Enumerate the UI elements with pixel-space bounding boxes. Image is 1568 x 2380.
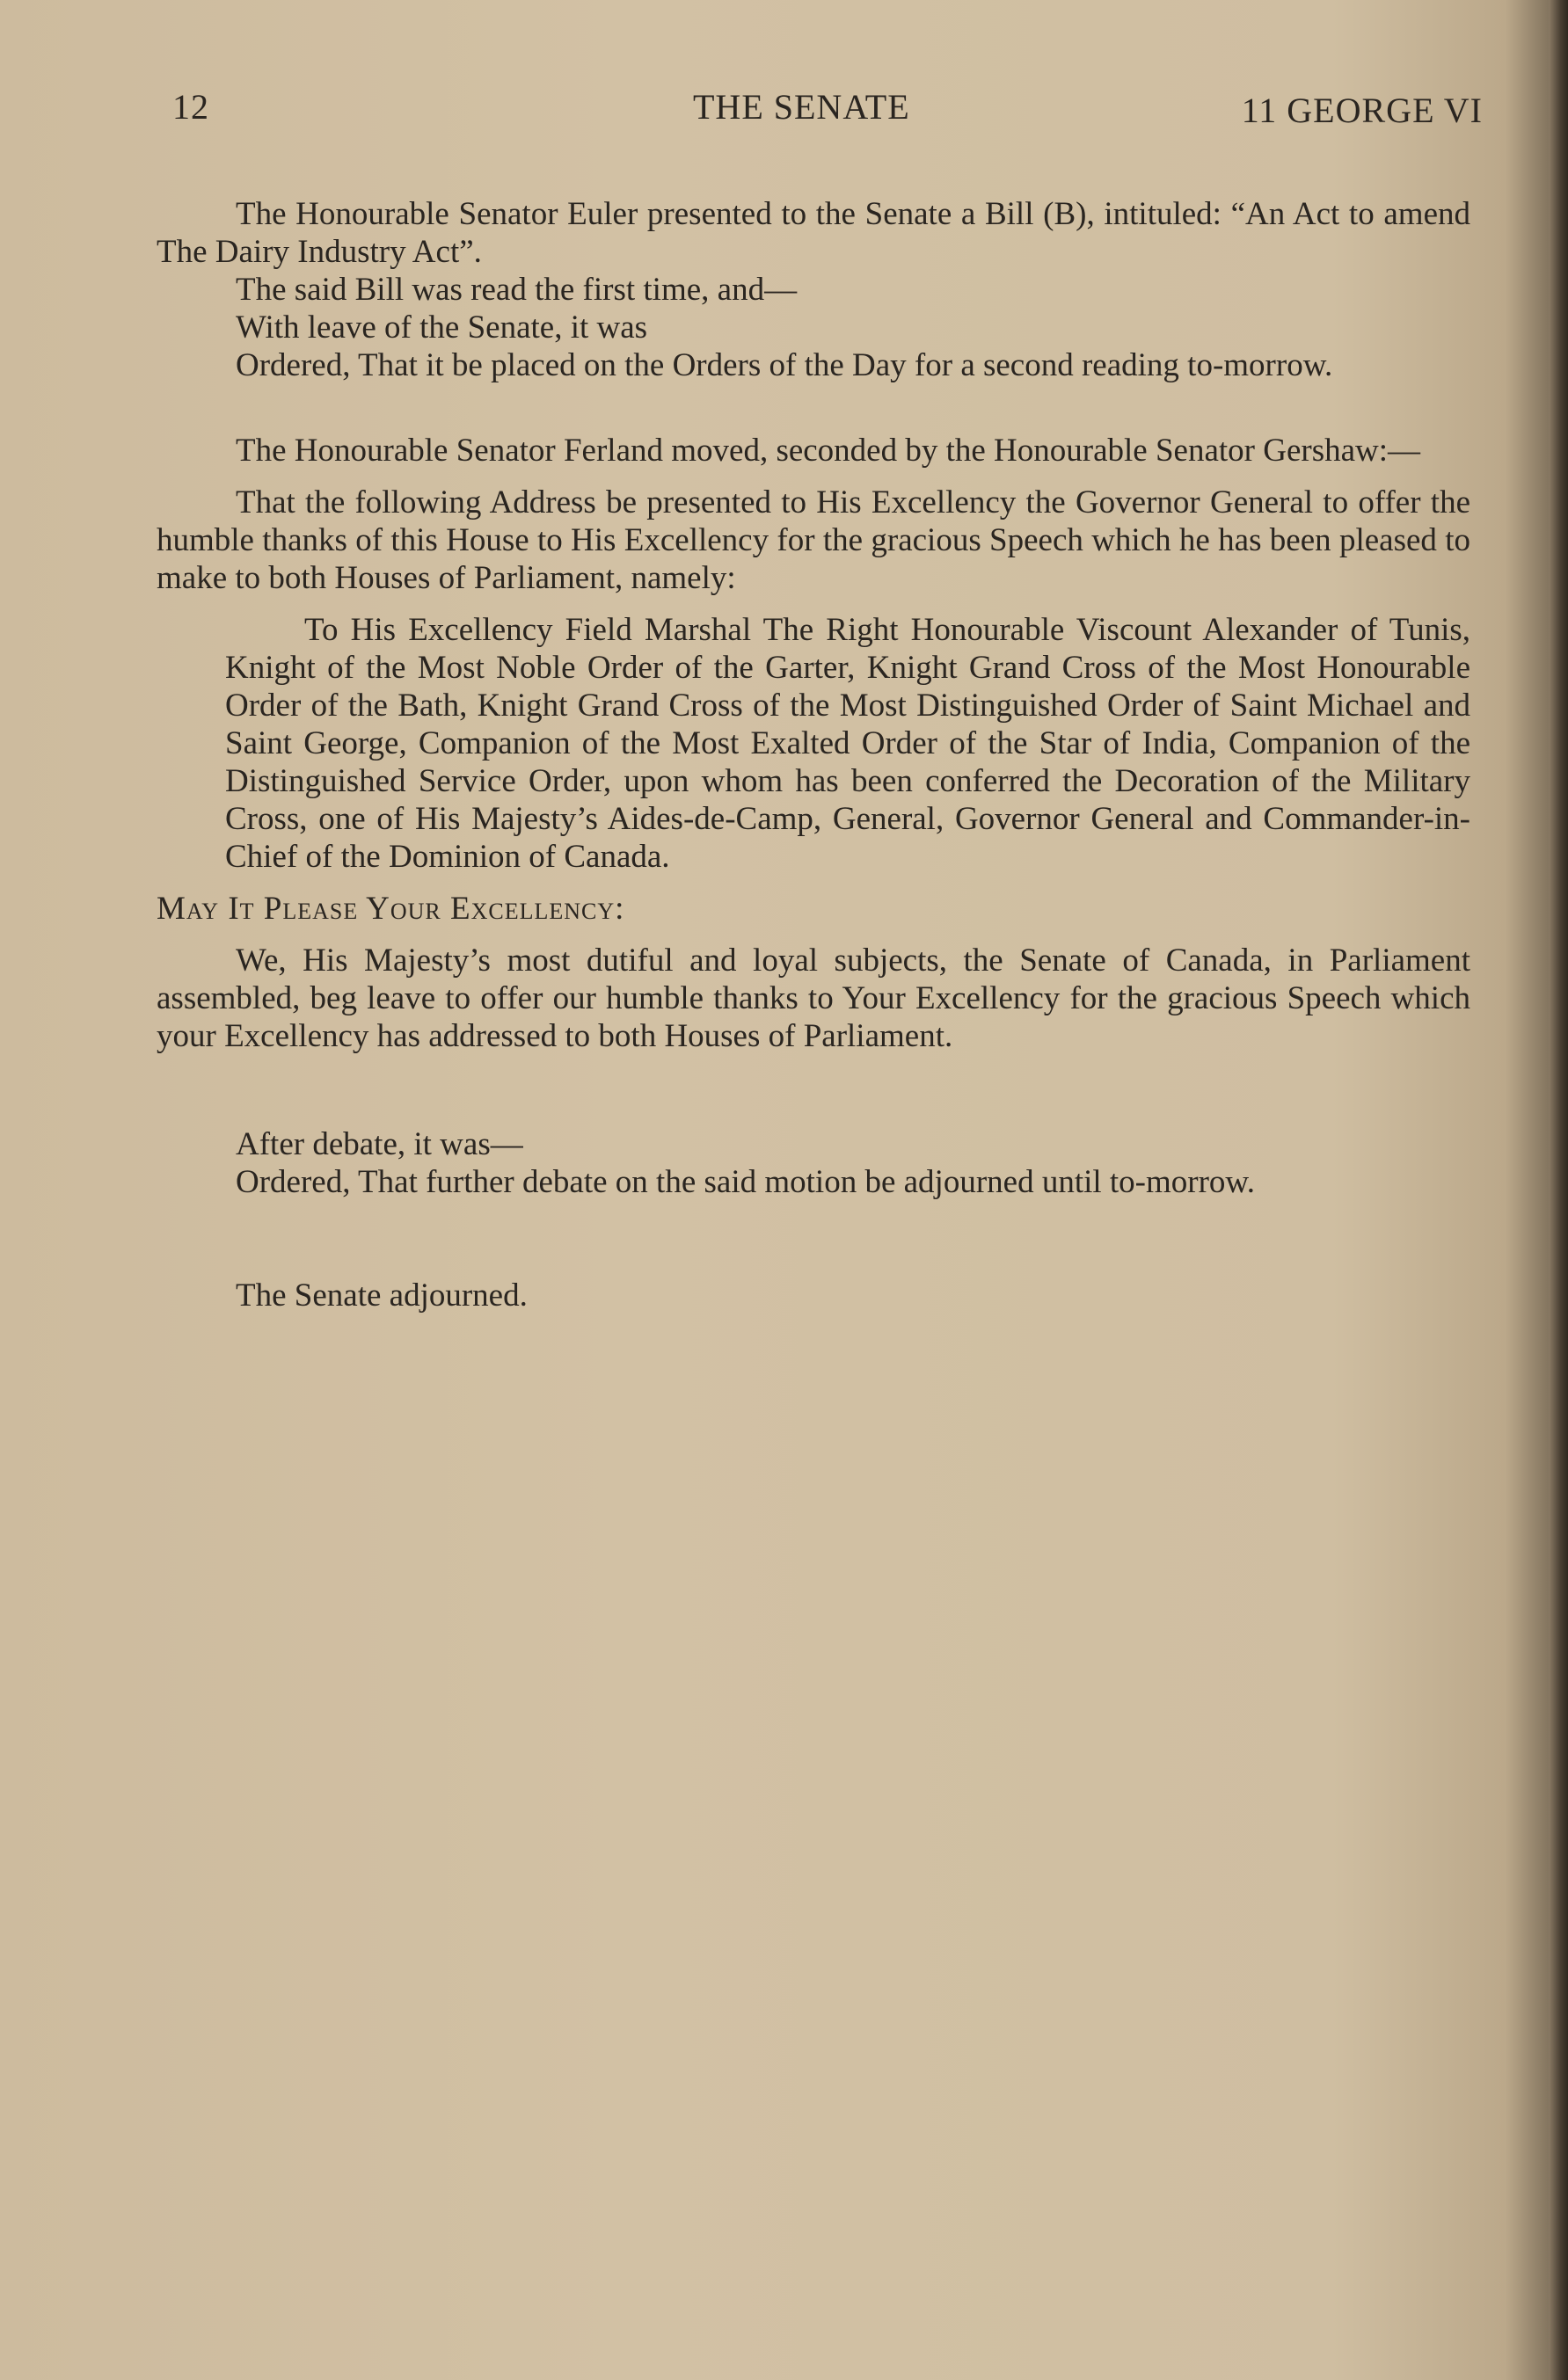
paragraph-senate-adjourned: The Senate adjourned. xyxy=(236,1277,528,1314)
page-edge xyxy=(1549,0,1568,2380)
paragraph-first-reading: The said Bill was read the first time, and— xyxy=(236,272,798,308)
paragraph-ordered-adjourn-debate: Ordered, That further debate on the said motion be adjourned until to-morrow. xyxy=(236,1164,1255,1200)
running-header xyxy=(172,86,1483,139)
paragraph-after-debate: After debate, it was— xyxy=(236,1126,523,1162)
paragraph-address-intro: That the following Address be presented to His Excellency the Governor General to offer the humble thanks of this House to His Excellency for the gracious Speech which he has been pleased to make to both Houses of Parliament, namely: xyxy=(157,484,1470,596)
spacer xyxy=(157,1201,1470,1277)
spacer xyxy=(157,469,1470,484)
spacer xyxy=(157,1055,1470,1125)
paragraph-salutation: May It Please Your Excellency: xyxy=(157,891,625,927)
paragraph-ordered-second-reading: Ordered, That it be placed on the Orders of the Day for a second reading to-morrow. xyxy=(236,347,1333,383)
spacer xyxy=(157,384,1470,432)
paragraph-address-to: To His Excellency Field Marshal The Right Honourable Viscount Alexander of Tunis, Knight of the Most Noble Order of the Garter, Knight Grand Cross of the Most Honourable Order of the Bath, Knight Grand Cross of the Most Distinguished Order of Saint Michael and Saint George, Companion of the Most Exalted Order of the Star of India, Companion of the Distinguished Service Order, upon whom has been conferred the Decoration of the Military Cross, one of His Majesty’s Aides-de-Camp, General, Governor General and Commander-in-Chief of the Dominion of Canada. xyxy=(225,612,1470,875)
page-number: 12 xyxy=(172,87,209,127)
header-title: THE SENATE xyxy=(693,87,910,127)
paragraph-leave: With leave of the Senate, it was xyxy=(236,309,648,346)
spacer xyxy=(157,876,1470,890)
spacer xyxy=(157,928,1470,942)
spacer xyxy=(157,597,1470,611)
regnal-year: 11 GEORGE VI xyxy=(1241,91,1483,130)
paragraph-address-text: We, His Majesty’s most dutiful and loyal subjects, the Senate of Canada, in Parliament assembled, beg leave to offer our humble thanks to Your Excellency for the gracious Speech which your Excellency has addressed to both Houses of Parliament. xyxy=(157,943,1470,1054)
page-body xyxy=(157,195,1470,1314)
paragraph-bill-presented: The Honourable Senator Euler presented to the Senate a Bill (B), intituled: “An Act to amend The Dairy Industry Act”. xyxy=(157,196,1470,270)
paragraph-motion: The Honourable Senator Ferland moved, seconded by the Honourable Senator Gershaw:— xyxy=(236,433,1421,469)
